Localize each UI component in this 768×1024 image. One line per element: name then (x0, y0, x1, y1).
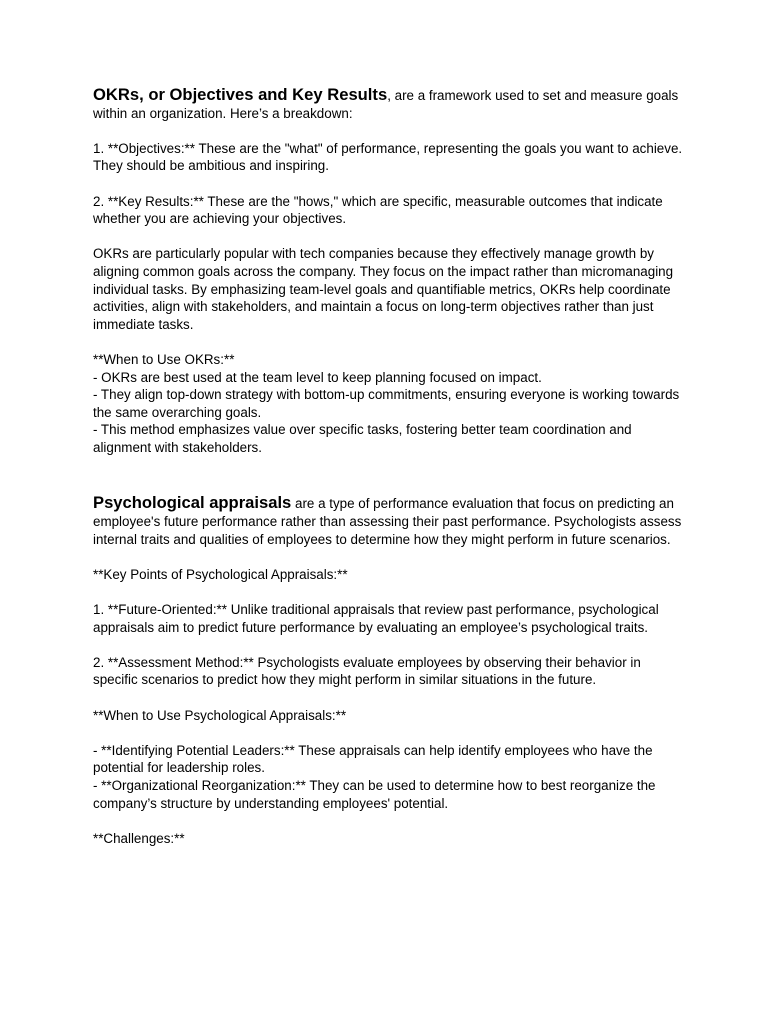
psych-intro-text: are a type of performance evaluation that focus on predicting an employee's future performance rather than assessing their past performance. Psychologists assess internal traits and qualities of employees to determine how they might perform in future scenarios. (93, 496, 682, 547)
okr-item-objectives: 1. **Objectives:** These are the "what" of performance, representing the goals you want to achieve. They should be ambitious and inspiring. (93, 140, 683, 174)
psych-item-future-oriented: 1. **Future-Oriented:** Unlike traditional appraisals that review past performance, psychological appraisals aim to predict future performance by evaluating an employee’s psychological traits. (93, 602, 659, 635)
psych-when-item: - **Organizational Reorganization:** They can be used to determine how to best reorganize the company’s structure by understanding employees' potential. (93, 777, 656, 811)
okr-when-item: - OKRs are best used at the team level to keep planning focused on impact. (93, 369, 542, 385)
psych-heading: Psychological appraisals (93, 493, 292, 513)
okr-heading: OKRs, or Objectives and Key Results (93, 85, 388, 104)
psych-when-heading: **When to Use Psychological Appraisals:** (93, 707, 347, 723)
okr-intro-text: , are a framework used to set and measure goals within an organization. Here’s a breakdown: (93, 88, 679, 121)
psych-challenges-heading: **Challenges:** (93, 830, 185, 846)
okr-when-heading: **When to Use OKRs:** (93, 351, 235, 367)
okr-when-item: - This method emphasizes value over specific tasks, fostering better team coordination and alignment with stakeholders. (93, 422, 632, 455)
okr-paragraph: OKRs are particularly popular with tech companies because they effectively manage growth by aligning common goals across the company. They focus on the impact rather than micromanaging individual tasks. By emphasizing team-level goals and quantifiable metrics, OKRs help coordinate activities, align with stakeholders, and maintain a focus on long-term objectives rather than just immediate tasks. (93, 246, 674, 332)
okr-when-item: - They align top-down strategy with bottom-up commitments, ensuring everyone is working towards the same overarching goals. (93, 387, 680, 420)
psych-key-points-heading: **Key Points of Psychological Appraisals:** (93, 566, 348, 582)
document-page (93, 86, 685, 847)
psych-item-assessment-method: 2. **Assessment Method:** Psychologists evaluate employees by observing their behavior in specific scenarios to predict how they might perform in similar situations in the future. (93, 654, 641, 688)
okr-item-key-results: 2. **Key Results:** These are the "hows," which are specific, measurable outcomes that indicate whether you are achieving your objectives. (93, 193, 663, 227)
psych-when-item: - **Identifying Potential Leaders:** These appraisals can help identify employees who have the potential for leadership roles. (93, 742, 653, 776)
okr-intro (93, 86, 685, 122)
psych-intro (93, 494, 685, 548)
